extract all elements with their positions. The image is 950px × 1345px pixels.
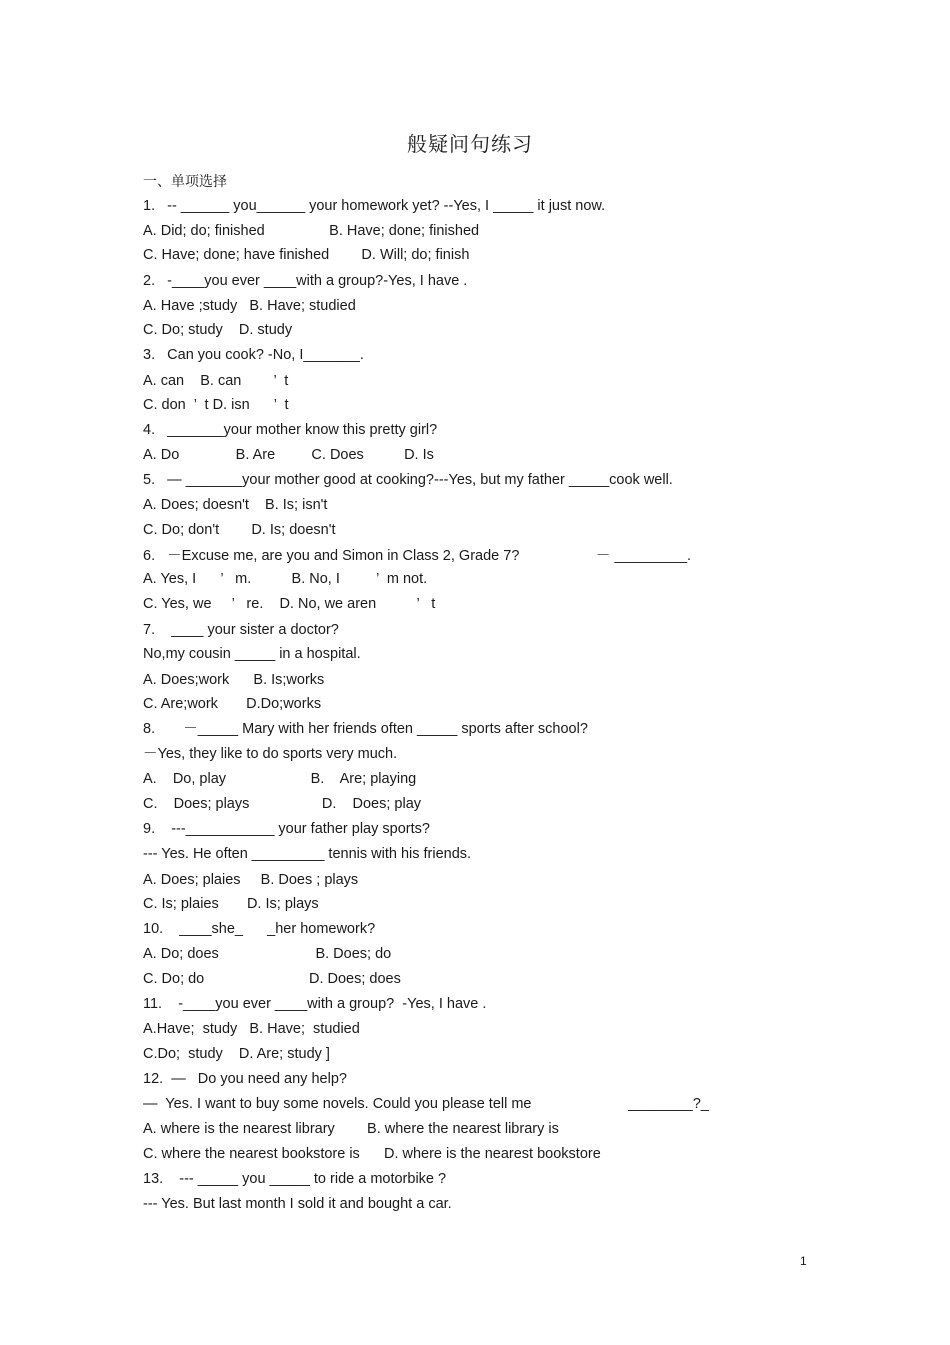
- text-line: --- Yes. He often _________ tennis with his friends.: [143, 846, 472, 862]
- page-title: 般疑问句练习: [407, 132, 533, 156]
- text-line: A. Do, play B. Are; playing: [143, 771, 417, 787]
- text-line: A. Do B. Are C. Does D. Is: [143, 447, 434, 463]
- text-line: A. Did; do; finished B. Have; done; finished: [143, 223, 480, 239]
- text-line: A. Have ;study B. Have; studied: [143, 298, 356, 314]
- text-line: C. Does; plays D. Does; play: [143, 796, 422, 812]
- text-line: C.Do; study D. Are; study ]: [143, 1046, 330, 1062]
- text-line: 3. Can you cook? -No, I_______.: [143, 347, 364, 363]
- text-line: 7. ____ your sister a doctor?: [143, 622, 339, 638]
- text-line: 5. — _______your mother good at cooking?---Yes, but my father _____cook well.: [143, 472, 673, 488]
- text-line: C. Do; do D. Does; does: [143, 971, 401, 987]
- text-line: 8. －_____ Mary with her friends often _____ sports after school?: [143, 721, 588, 737]
- text-line: C. Do; study D. study: [143, 322, 293, 338]
- text-line: — Yes. I want to buy some novels. Could you please tell me ________?_: [143, 1096, 709, 1112]
- text-line: A. Does;work B. Is;works: [143, 672, 325, 688]
- text-line: C. Do; don't D. Is; doesn't: [143, 522, 336, 538]
- text-line: --- Yes. But last month I sold it and bought a car.: [143, 1196, 452, 1212]
- text-line: A.Have; study B. Have; studied: [143, 1021, 360, 1037]
- text-line: A. Yes, I ’ m. B. No, I ’ m not.: [143, 571, 428, 587]
- text-line: －Yes, they like to do sports very much.: [143, 746, 398, 762]
- text-line: 4. _______your mother know this pretty girl?: [143, 422, 438, 438]
- text-line: 10. ____she_ _her homework?: [143, 921, 376, 937]
- text-line: C. Have; done; have finished D. Will; do; finish: [143, 247, 470, 263]
- text-line: A. Does; doesn't B. Is; isn't: [143, 497, 328, 513]
- text-line: 11. -____you ever ____with a group? -Yes, I have .: [143, 996, 487, 1012]
- text-line: 9. ---___________ your father play sports?: [143, 821, 430, 837]
- text-line: A. can B. can ’ t: [143, 373, 289, 389]
- text-line: 2. -____you ever ____with a group?-Yes, I have .: [143, 273, 468, 289]
- text-line: 1. -- ______ you______ your homework yet? --Yes, I _____ it just now.: [143, 198, 606, 214]
- text-line: 13. --- _____ you _____ to ride a motorbike ?: [143, 1171, 447, 1187]
- text-line: No,my cousin _____ in a hospital.: [143, 646, 361, 662]
- text-line: C. where the nearest bookstore is D. where is the nearest bookstore: [143, 1146, 601, 1162]
- text-line: C. Yes, we ’ re. D. No, we aren ’ t: [143, 596, 436, 612]
- text-line: C. don ’ t D. isn ’ t: [143, 397, 289, 413]
- text-line: A. Does; plaies B. Does ; plays: [143, 872, 359, 888]
- text-line: A. where is the nearest library B. where the nearest library is: [143, 1121, 559, 1137]
- text-line: 12. — Do you need any help?: [143, 1071, 347, 1087]
- section-heading: 一、单项选择: [143, 174, 227, 190]
- page-number: 1: [800, 1254, 807, 1268]
- text-line: 6. －Excuse me, are you and Simon in Class 2, Grade 7? － _________.: [143, 548, 692, 564]
- text-line: C. Are;work D.Do;works: [143, 696, 322, 712]
- text-line: C. Is; plaies D. Is; plays: [143, 896, 319, 912]
- text-line: A. Do; does B. Does; do: [143, 946, 392, 962]
